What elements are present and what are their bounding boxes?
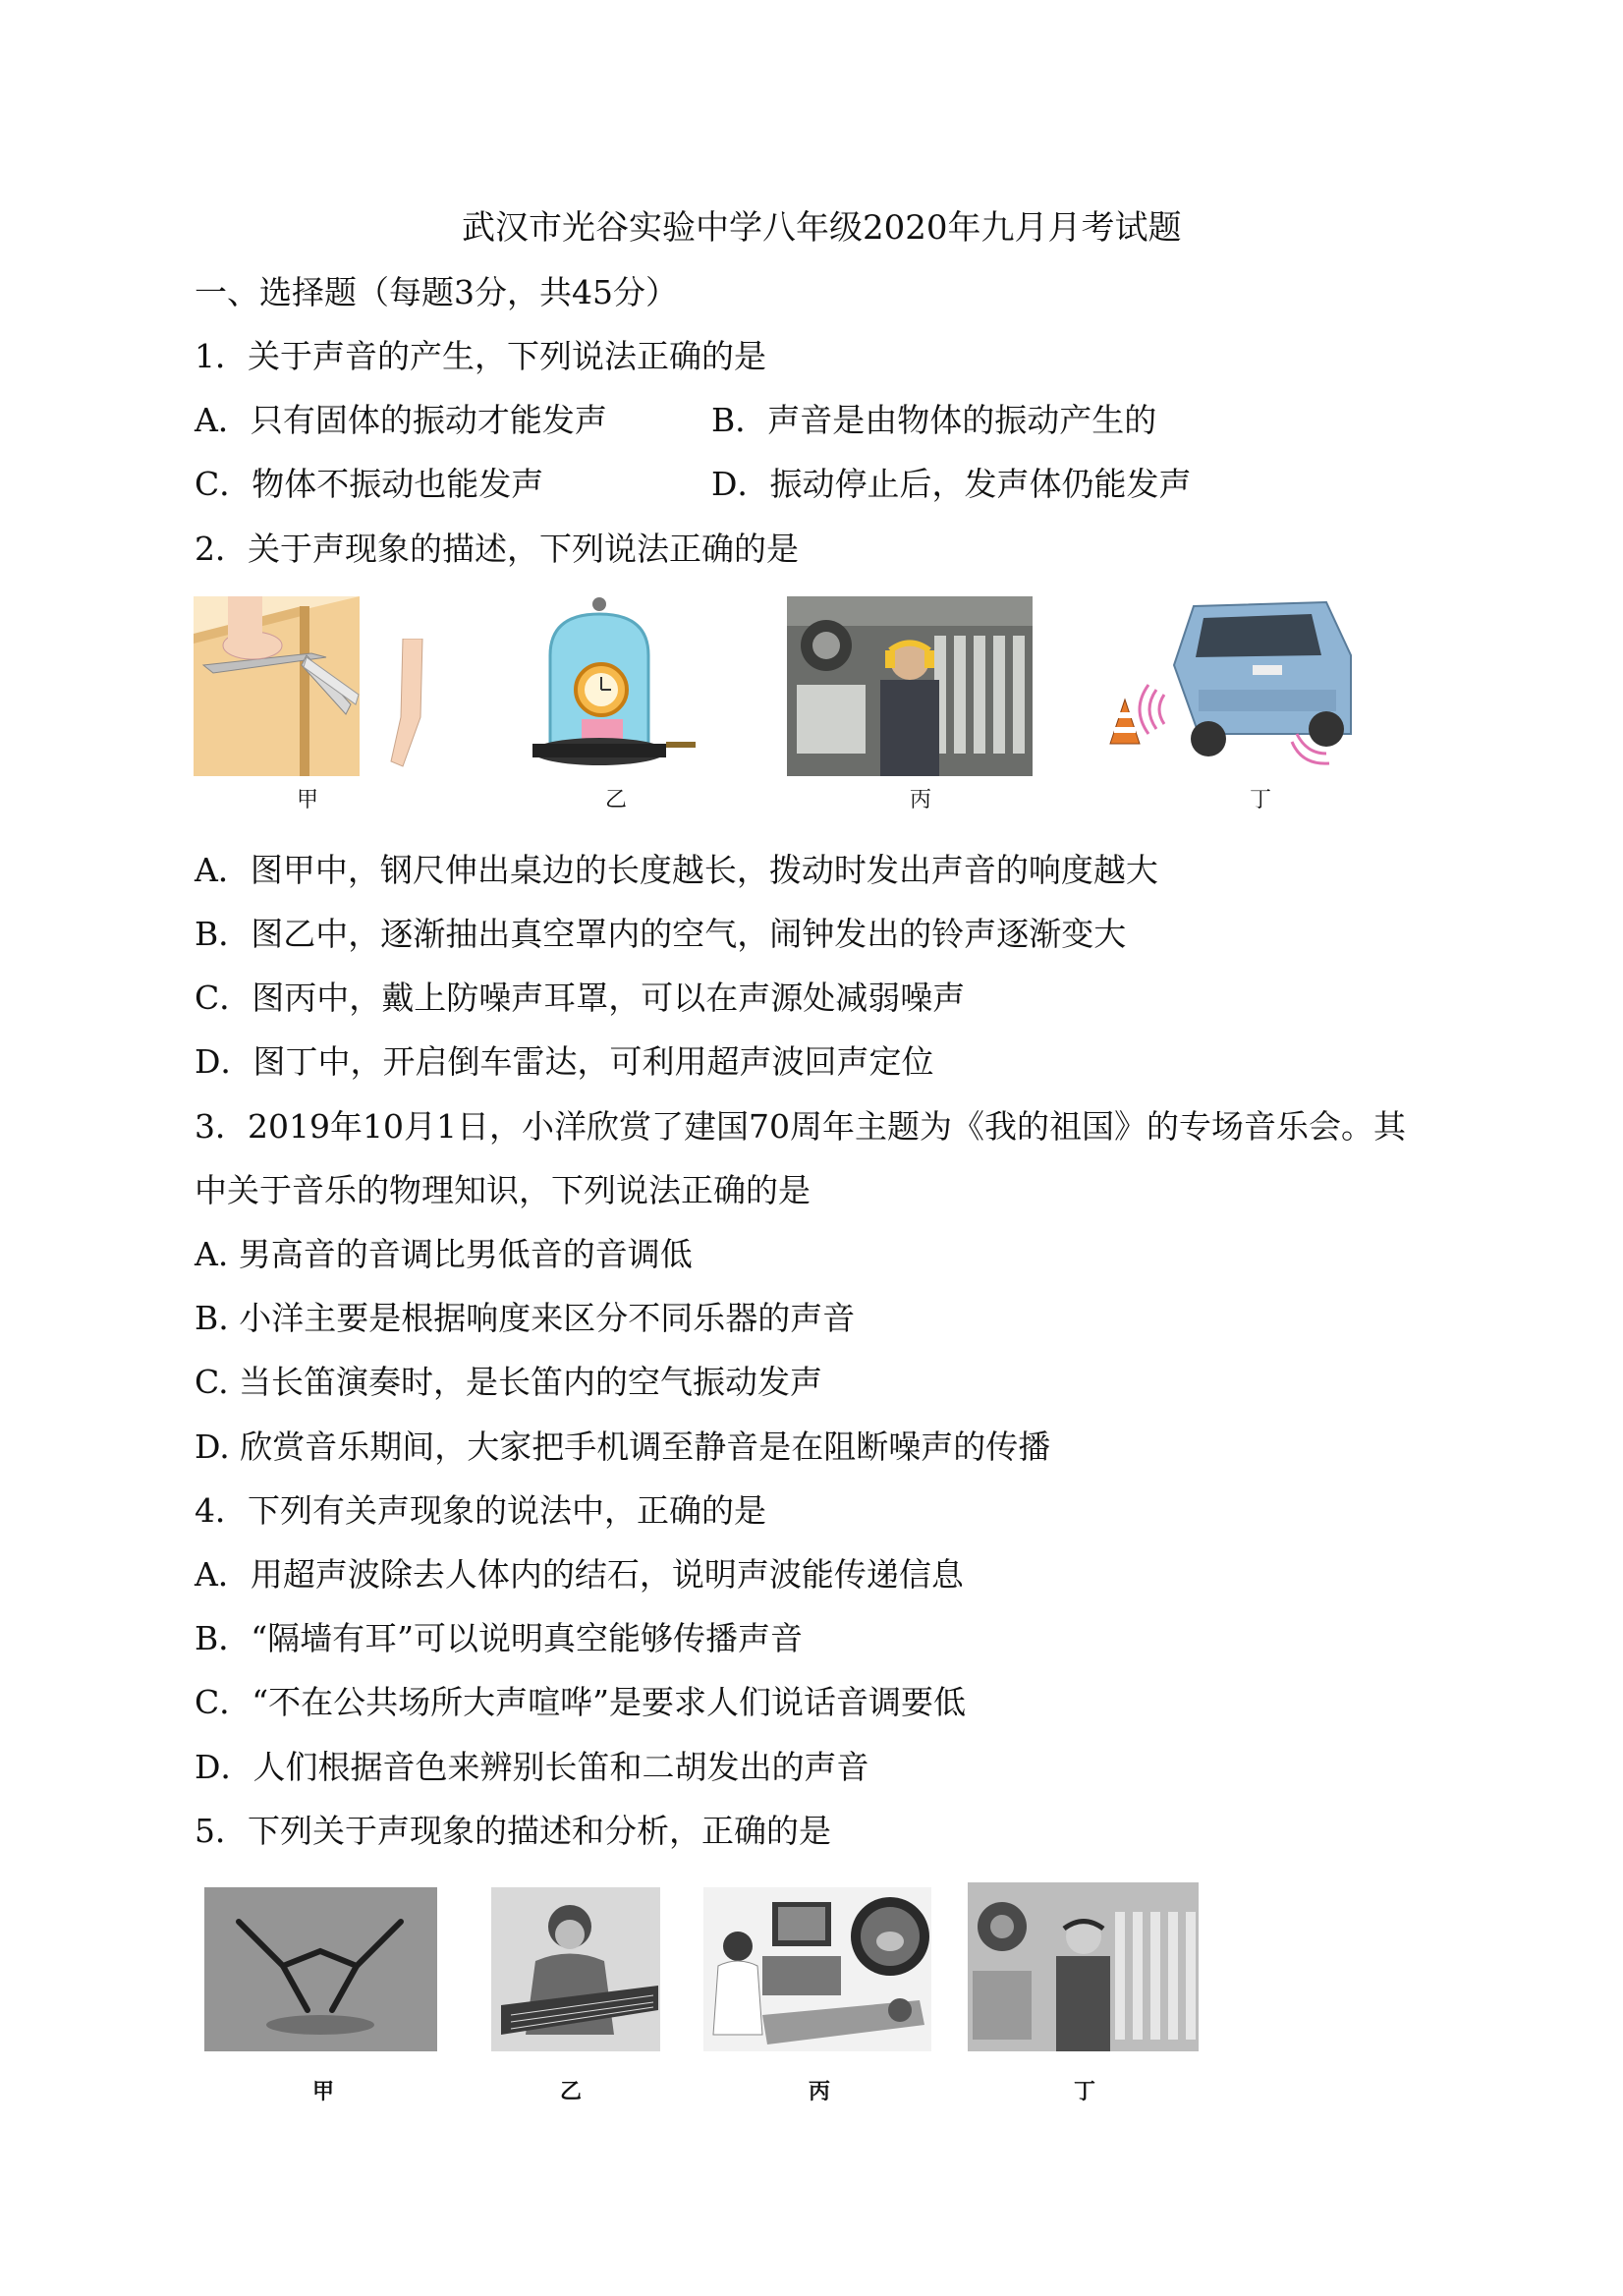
question-3-option-b: B. 小洋主要是根据响度来区分不同乐器的声音 bbox=[195, 1299, 856, 1337]
question-4-option-a: A．用超声波除去人体内的结石，说明声波能传递信息 bbox=[195, 1555, 964, 1594]
q2-figure-factory-worker bbox=[787, 596, 1033, 776]
q2-figure-label-yi: 乙 bbox=[605, 788, 628, 812]
q2-figure-label-bing: 丙 bbox=[910, 788, 932, 812]
question-1-option-a: A．只有固体的振动才能发声 bbox=[195, 401, 607, 439]
question-4-option-d: D．人们根据音色来辨别长笛和二胡发出的声音 bbox=[195, 1748, 869, 1786]
q5-figure-label-jia: 甲 bbox=[312, 2079, 335, 2104]
question-1-option-b: B．声音是由物体的振动产生的 bbox=[711, 401, 1157, 439]
question-3-option-d: D. 欣赏音乐期间，大家把手机调至静音是在阻断噪声的传播 bbox=[195, 1428, 1051, 1466]
q2-figure-bell-jar-clock bbox=[531, 596, 700, 776]
q5-figure-factory-worker bbox=[968, 1882, 1199, 2051]
q5-figure-synchronized-swimmers bbox=[204, 1887, 437, 2051]
question-3-stem-line1: 3．2019年10月1日，小洋欣赏了建国70周年主题为《我的祖国》的专场音乐会。其 bbox=[195, 1107, 1406, 1146]
q5-figure-label-ding: 丁 bbox=[1074, 2079, 1096, 2104]
page-title: 武汉市光谷实验中学八年级2020年九月月考试题 bbox=[462, 208, 1182, 248]
question-2-option-c: C．图丙中，戴上防噪声耳罩，可以在声源处减弱噪声 bbox=[195, 979, 966, 1017]
q2-figure-car-reversing-radar bbox=[1105, 596, 1356, 776]
q5-figure-label-yi: 乙 bbox=[560, 2079, 583, 2104]
q2-figure-label-jia: 甲 bbox=[297, 788, 319, 812]
q5-figure-label-bing: 丙 bbox=[809, 2079, 831, 2104]
question-1-stem: 1．关于声音的产生，下列说法正确的是 bbox=[195, 337, 766, 375]
q5-figure-guzheng-player bbox=[491, 1887, 660, 2051]
question-5-stem: 5．下列关于声现象的描述和分析，正确的是 bbox=[195, 1812, 831, 1850]
question-3-option-c: C. 当长笛演奏时，是长笛内的空气振动发声 bbox=[195, 1363, 823, 1401]
q2-figure-ruler-on-desk bbox=[194, 596, 360, 776]
question-2-option-b: B．图乙中，逐渐抽出真空罩内的空气，闹钟发出的铃声逐渐变大 bbox=[195, 915, 1127, 953]
question-2-option-d: D．图丁中，开启倒车雷达，可利用超声波回声定位 bbox=[195, 1042, 934, 1081]
question-4-option-c: C．“不在公共场所大声喧哗”是要求人们说话音调要低 bbox=[195, 1683, 966, 1721]
q2-figure-finger bbox=[373, 639, 442, 776]
question-4-stem: 4．下列有关声现象的说法中，正确的是 bbox=[195, 1491, 766, 1530]
question-2-stem: 2．关于声现象的描述，下列说法正确的是 bbox=[195, 530, 799, 568]
question-3-stem-line2: 中关于音乐的物理知识，下列说法正确的是 bbox=[195, 1171, 811, 1209]
q5-figure-ultrasound-exam bbox=[703, 1887, 931, 2051]
question-2-option-a: A．图甲中，钢尺伸出桌边的长度越长，拨动时发出声音的响度越大 bbox=[195, 851, 1158, 889]
section-heading: 一、选择题（每题3分，共45分） bbox=[195, 273, 678, 311]
question-3-option-a: A. 男高音的音调比男低音的音调低 bbox=[195, 1235, 693, 1273]
q2-figure-label-ding: 丁 bbox=[1250, 788, 1272, 812]
question-1-option-d: D．振动停止后，发声体仍能发声 bbox=[711, 465, 1192, 503]
question-1-option-c: C．物体不振动也能发声 bbox=[195, 465, 544, 503]
question-4-option-b: B．“隔墙有耳”可以说明真空能够传播声音 bbox=[195, 1619, 803, 1657]
